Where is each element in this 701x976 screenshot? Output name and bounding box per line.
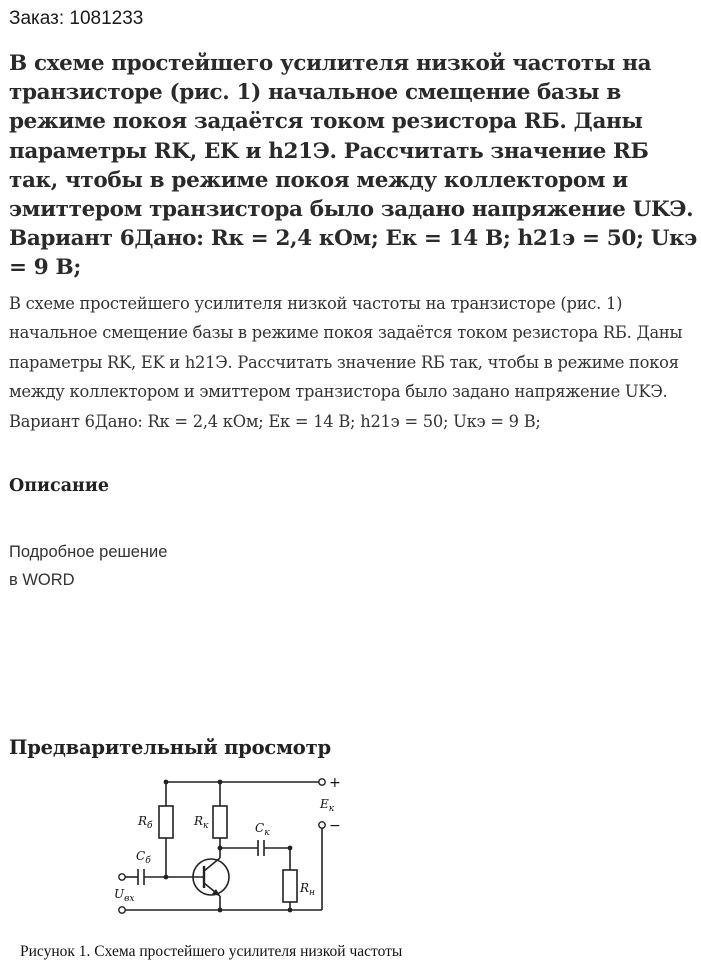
label-rb: $R_б$ xyxy=(138,814,153,831)
order-number: Заказ: 1081233 xyxy=(9,8,144,29)
terminal-minus xyxy=(319,822,325,828)
label-ck: $C_к$ xyxy=(255,821,270,838)
label-uin: $U_{вх}$ xyxy=(114,887,135,904)
description-line: Подробное решение xyxy=(9,543,168,561)
label-rn: $R_н$ xyxy=(300,881,315,898)
description-text xyxy=(9,538,167,594)
preview-heading: Предварительный просмотр xyxy=(9,736,331,759)
amplifier-circuit-diagram xyxy=(100,770,360,925)
label-plus: + xyxy=(329,775,341,791)
resistor-rb xyxy=(159,806,173,838)
terminal-ground xyxy=(119,907,125,913)
figure-caption: Рисунок 1. Схема простейшего усилителя низкой частоты xyxy=(20,943,403,960)
terminal-plus xyxy=(319,779,325,785)
label-ek: $E_к$ xyxy=(320,797,335,814)
problem-text: В схеме простейшего усилителя низкой частоты на транзисторе (рис. 1) начальное смещение базы в режиме покоя задаётся током резистора RБ. Даны параметры RK, EK и h21Э. Рассчитать значение RБ так, чтобы в режиме покоя между коллектором и эмиттером транзистора было задано напряжение UKЭ. Вариант 6Дано: Rк = 2,4 кОм; Eк = 14 В; h21э = 50; Uкэ = 9 В; xyxy=(9,294,683,431)
description-line: в WORD xyxy=(9,571,75,589)
description-heading: Описание xyxy=(9,476,109,496)
label-cb: $C_б$ xyxy=(136,849,151,866)
problem-title: В схеме простейшего усилителя низкой частоты на транзисторе (рис. 1) начальное смещение базы в режиме покоя задаётся током резистора RБ. Даны параметры RK, EK и h21Э. Рассчитать значение RБ так, чтобы в режиме покоя между коллектором и эмиттером транзистора было задано напряжение UKЭ. Вариант 6Дано: Rк = 2,4 кОм; Eк = 14 В; h21э = 50; Uкэ = 9 В; xyxy=(9,51,698,281)
label-rk: $R_к$ xyxy=(194,814,209,831)
resistor-rn xyxy=(283,870,297,902)
label-minus: − xyxy=(329,818,341,834)
resistor-rk xyxy=(213,806,227,838)
terminal-input xyxy=(119,874,125,880)
